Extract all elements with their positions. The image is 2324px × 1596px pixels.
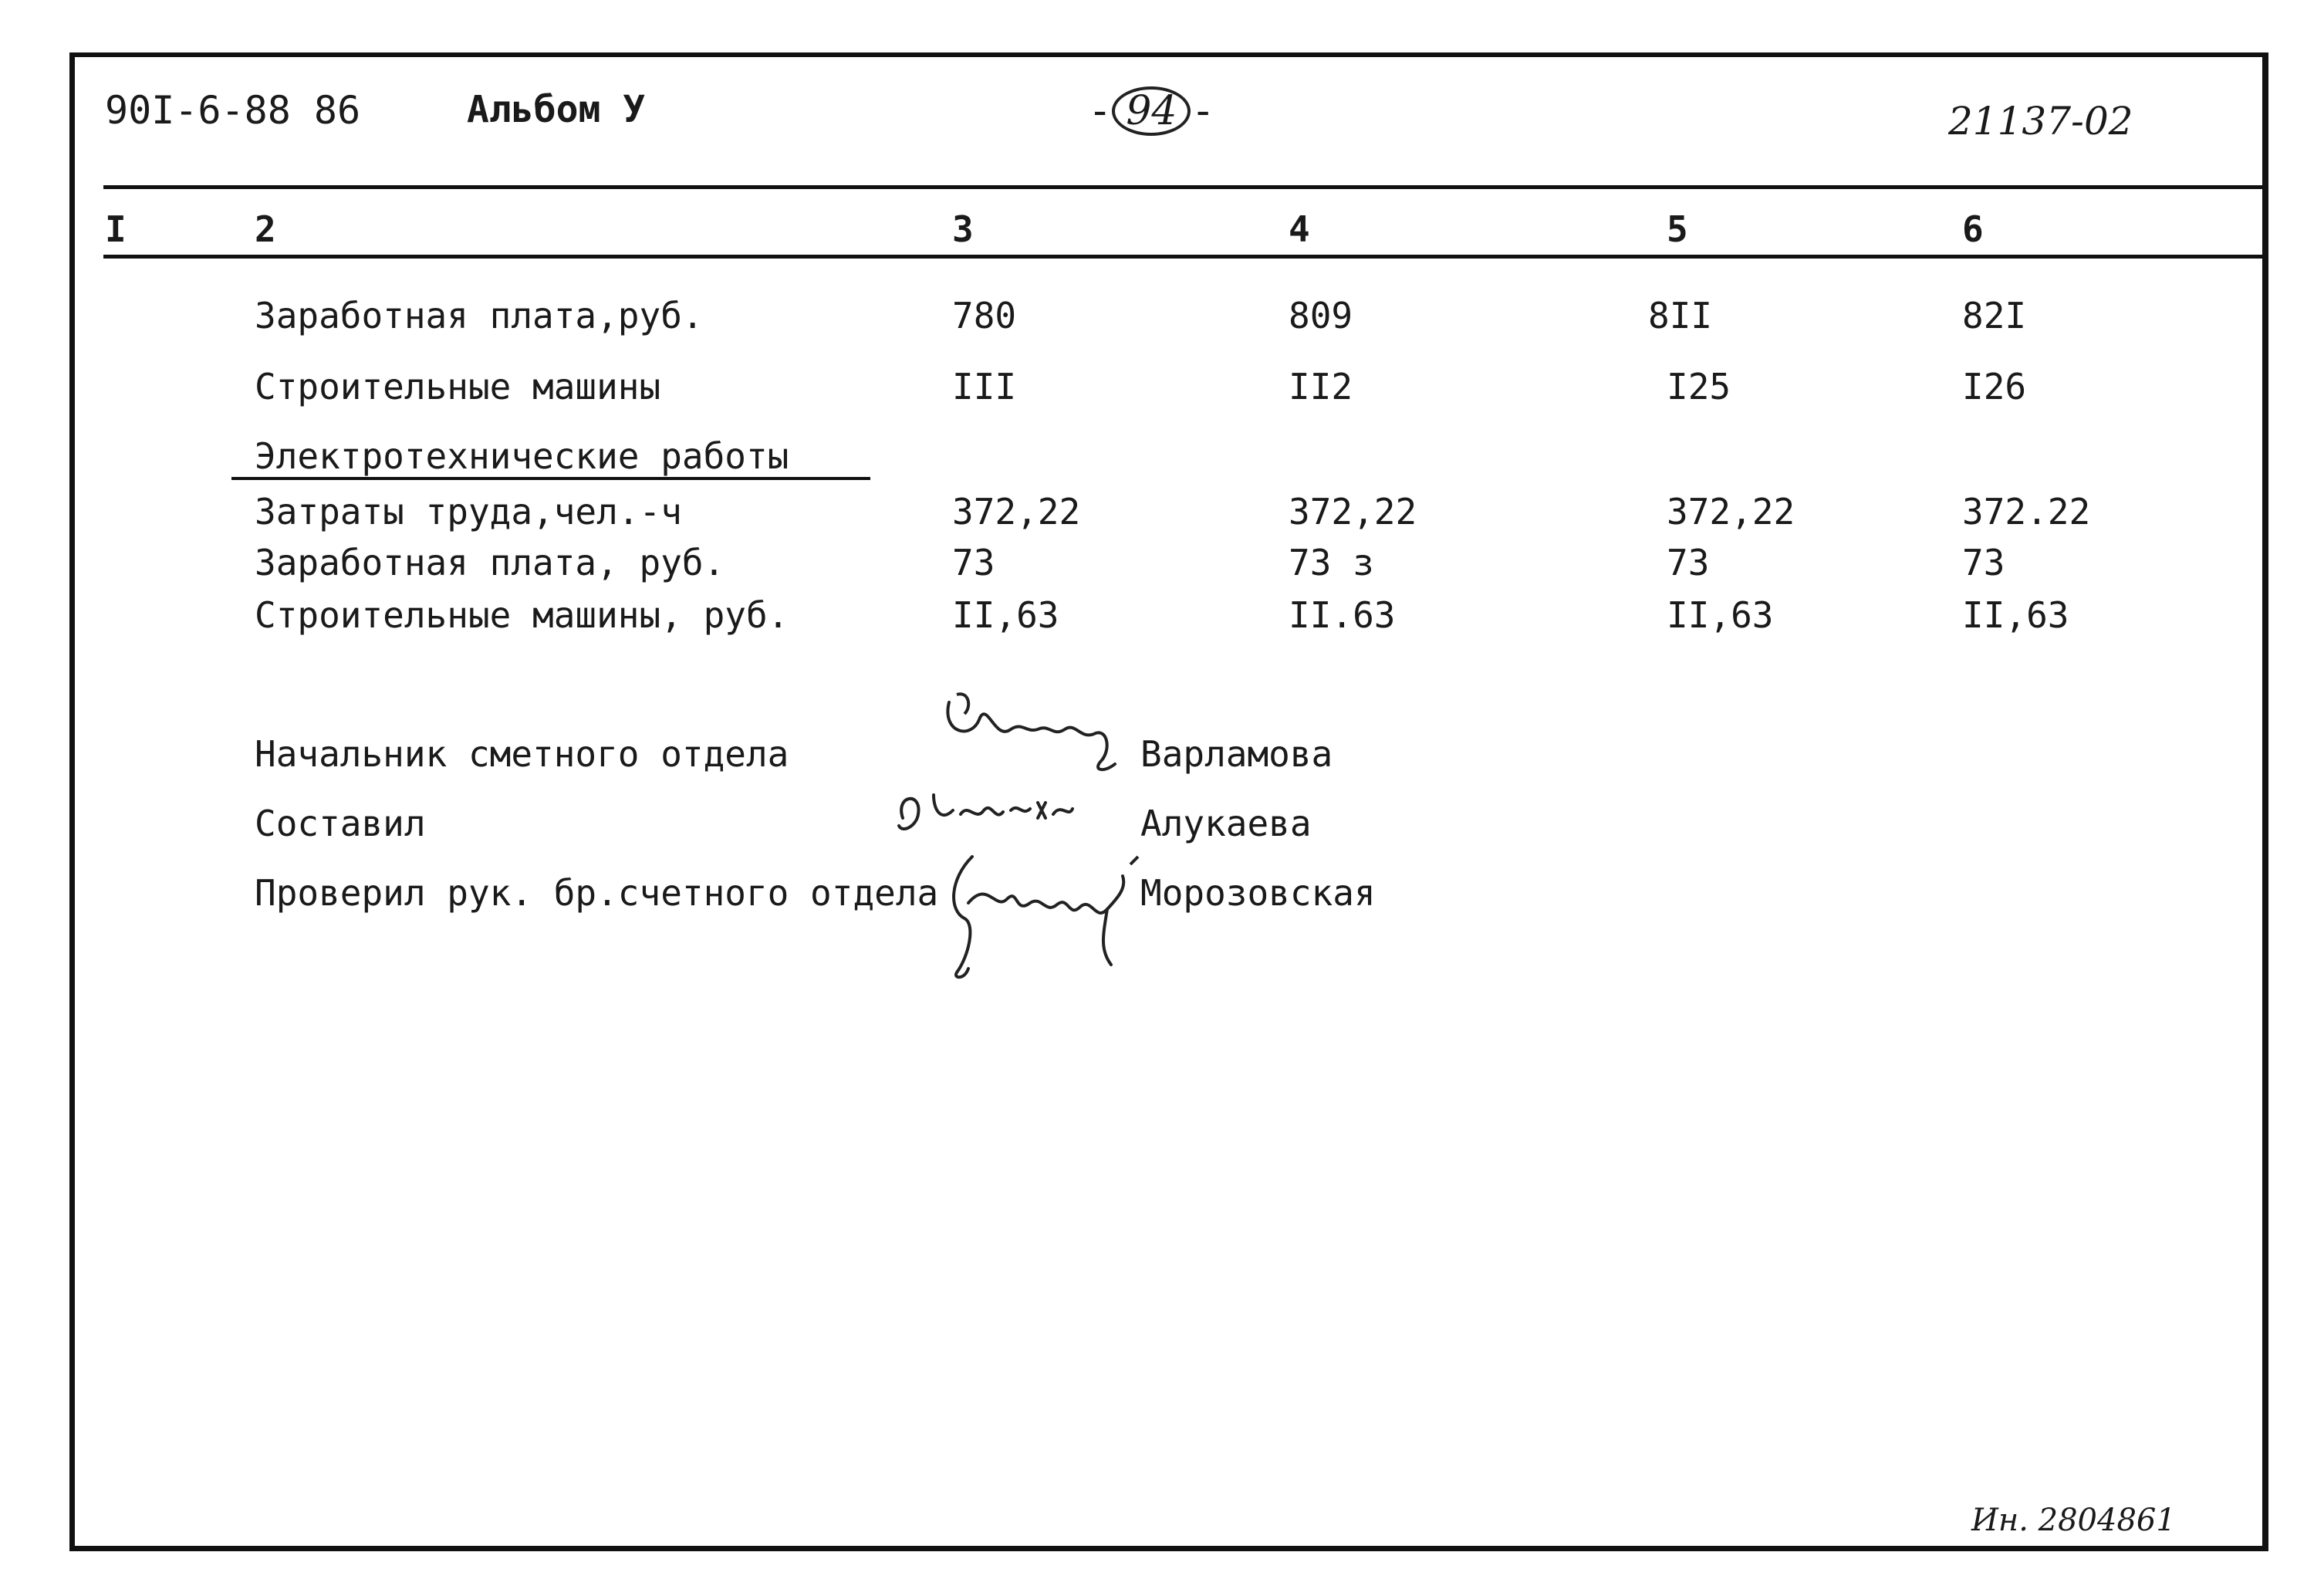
signature-name: Алукаева: [1140, 803, 1312, 844]
row-value: 809: [1289, 295, 1353, 336]
row-value: 372.22: [1962, 491, 2091, 533]
row-value: III: [952, 366, 1017, 407]
row-value: I26: [1962, 366, 2027, 407]
page-number: - 94 -: [1088, 88, 1215, 134]
row-value: 73: [952, 542, 995, 583]
row-label: Затраты труда,чел.-ч: [255, 491, 682, 533]
header-separator-line: [103, 185, 2265, 189]
column-number-5: 5: [1667, 208, 1688, 250]
album-label: Альбом У: [467, 88, 646, 131]
row-value: II,63: [952, 594, 1059, 636]
row-value: II,63: [1962, 594, 2069, 636]
row-value: II.63: [1289, 594, 1396, 636]
row-value: 372,22: [952, 491, 1081, 533]
row-value: 780: [952, 295, 1017, 336]
section-title: Электротехнические работы: [255, 435, 789, 477]
column-header-line: [103, 255, 2265, 259]
column-number-2: 2: [255, 208, 276, 250]
signature-name: Морозовская: [1140, 872, 1376, 914]
footer-note: Ин. 2804861: [1971, 1503, 2176, 1538]
row-value: II,63: [1667, 594, 1774, 636]
signature-role: Проверил рук. бр.счетного отдела: [255, 872, 939, 914]
row-value: 73 з: [1289, 542, 1374, 583]
section-title-underline: [231, 477, 870, 480]
handwritten-signature-2: [887, 779, 1088, 841]
row-label: Строительные машины: [255, 366, 661, 407]
document-code: 90I-6-88 86: [105, 88, 361, 133]
column-number-1: I: [105, 208, 127, 250]
column-number-3: 3: [952, 208, 974, 250]
signature-name: Варламова: [1140, 733, 1333, 775]
column-number-4: 4: [1289, 208, 1310, 250]
row-value: 73: [1962, 542, 2005, 583]
handwritten-signature-3: [941, 849, 1150, 984]
signature-role: Начальник сметного отдела: [255, 733, 789, 775]
document-frame: [69, 52, 2268, 1551]
row-value: I25: [1667, 366, 1731, 407]
handwritten-signature-1: [926, 687, 1127, 779]
row-value: 82I: [1962, 295, 2027, 336]
row-value: 73: [1667, 542, 1710, 583]
row-value: II2: [1289, 366, 1353, 407]
row-value: 372,22: [1667, 491, 1795, 533]
row-label: Заработная плата,руб.: [255, 295, 704, 336]
signature-role: Составил: [255, 803, 426, 844]
row-value: 372,22: [1289, 491, 1417, 533]
column-number-6: 6: [1962, 208, 1984, 250]
row-label: Строительные машины, руб.: [255, 594, 789, 636]
row-label: Заработная плата, руб.: [255, 542, 725, 583]
row-value: 8II: [1648, 295, 1713, 336]
document-number: 21137-02: [1948, 99, 2133, 144]
